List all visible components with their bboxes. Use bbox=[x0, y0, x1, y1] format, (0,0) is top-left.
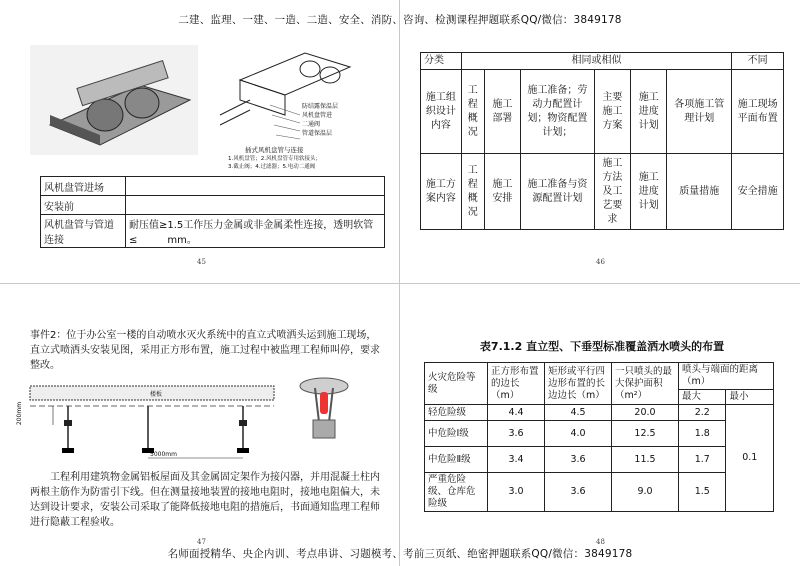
table-cell: 施工准备；劳动力配置计划；物资配置计划； bbox=[521, 70, 595, 154]
sprinkler-head-photo bbox=[295, 372, 353, 444]
p48-table bbox=[424, 362, 774, 512]
table-row bbox=[41, 177, 385, 196]
table-row bbox=[425, 421, 774, 447]
slab-label: 楼板 bbox=[150, 391, 163, 398]
table-cell: 不同 bbox=[732, 53, 784, 70]
table-cell: 最小 bbox=[726, 390, 774, 405]
table-row bbox=[41, 196, 385, 215]
table-cell: 施工安排 bbox=[484, 154, 520, 230]
table-cell: 施工现场平面布置 bbox=[732, 70, 784, 154]
table-cell: 风机盘管进场 bbox=[41, 177, 126, 196]
table-cell: 各项施工管理计划 bbox=[667, 70, 732, 154]
table-row bbox=[41, 215, 385, 248]
table-cell: 20.0 bbox=[612, 405, 679, 421]
sprinkler-head-drawing bbox=[295, 372, 353, 444]
lightning-paragraph: 工程利用建筑物金属铝板屋面及其金属固定架作为接闪器，并用混凝土柱内两根主筋作为防雷引下线。但在测量接地装置的接地电阻时，接地电阻偏大，未达到设计要求，安装公司采取了能降低接地电阻的措施后，书面通知监理工程师进行隐蔽工程验收。 bbox=[30, 472, 380, 528]
table-cell: 分类 bbox=[421, 53, 462, 70]
table-cell: 12.5 bbox=[612, 421, 679, 447]
callout-valve: 二通阀 bbox=[302, 121, 321, 128]
table-cell: 施工进度计划 bbox=[631, 70, 667, 154]
fan-coil-photo bbox=[30, 45, 198, 155]
table-cell: 正方形布置的边长（m） bbox=[488, 363, 545, 405]
table-cell: 轻危险级 bbox=[425, 405, 488, 421]
diagram-caption: 插式风机盘管与连接 bbox=[245, 146, 304, 154]
p46-table bbox=[420, 52, 784, 230]
table-row bbox=[421, 154, 784, 230]
table-cell bbox=[126, 196, 385, 215]
table-cell: 1.5 bbox=[679, 473, 726, 512]
table-cell: 安全措施 bbox=[732, 154, 784, 230]
table-cell bbox=[126, 177, 385, 196]
dim-height-label: 200mm bbox=[16, 401, 24, 426]
table-cell: 严重危险级、仓库危险级 bbox=[425, 473, 488, 512]
callout-insulation: 防结露保温层 bbox=[302, 103, 339, 110]
table-cell: 喷头与端面的距离（m） bbox=[679, 363, 774, 390]
table-cell: 施工组织设计内容 bbox=[421, 70, 462, 154]
table-cell: 中危险Ⅱ级 bbox=[425, 447, 488, 473]
table-cell: 1.7 bbox=[679, 447, 726, 473]
table-cell: 9.0 bbox=[612, 473, 679, 512]
table-cell: 最大 bbox=[679, 390, 726, 405]
table-cell: 0.1 bbox=[726, 405, 774, 512]
table-cell: 4.5 bbox=[545, 405, 612, 421]
p48-table-title: 表7.1.2 直立型、下垂型标准覆盖洒水喷头的布置 bbox=[479, 340, 725, 353]
table-cell: 3.0 bbox=[488, 473, 545, 512]
page-number-46: 46 bbox=[596, 258, 605, 266]
callout-inlet: 风机盘管进 bbox=[302, 112, 333, 119]
fan-coil-photo-drawing bbox=[30, 45, 198, 155]
fan-coil-connection-diagram bbox=[210, 45, 360, 145]
table-cell: 3.4 bbox=[488, 447, 545, 473]
table-row bbox=[425, 363, 774, 390]
table-cell: 3.6 bbox=[545, 473, 612, 512]
p45-table bbox=[40, 176, 385, 248]
table-cell: 质量措施 bbox=[667, 154, 732, 230]
table-row bbox=[421, 70, 784, 154]
page-number-48: 48 bbox=[596, 538, 605, 546]
table-cell: 安装前 bbox=[41, 196, 126, 215]
table-cell: 耐压值≥1.5工作压力金属或非金属柔性连接，透明软管≤ mm。 bbox=[126, 215, 385, 248]
table-row bbox=[425, 447, 774, 473]
table-cell: 矩形或平行四边形布置的长边边长（m） bbox=[545, 363, 612, 405]
page-number-45: 45 bbox=[197, 258, 206, 266]
page-divider-horizontal bbox=[0, 283, 800, 284]
table-cell: 施工准备与资源配置计划 bbox=[521, 154, 595, 230]
table-cell: 施工进度计划 bbox=[631, 154, 667, 230]
page-number-47: 47 bbox=[197, 538, 206, 546]
callout-pipe-insulation: 管道保温层 bbox=[302, 130, 333, 137]
table-cell: 主要施工方案 bbox=[594, 70, 630, 154]
table-cell: 3.6 bbox=[488, 421, 545, 447]
table-cell: 1.8 bbox=[679, 421, 726, 447]
table-cell: 中危险Ⅰ级 bbox=[425, 421, 488, 447]
table-cell: 施工部署 bbox=[484, 70, 520, 154]
event-paragraph: 事件2：位于办公室一楼的自动喷水灭火系统中的直立式喷洒头运到施工现场，直立式喷洒头安装见图，采用正方形布置，施工过程中被监理工程师叫停，要求整改。 bbox=[30, 330, 380, 371]
table-cell: 11.5 bbox=[612, 447, 679, 473]
table-row bbox=[425, 405, 774, 421]
table-cell: 施工方案内容 bbox=[421, 154, 462, 230]
table-cell: 3.6 bbox=[545, 447, 612, 473]
table-cell: 一只喷头的最大保护面积（m²） bbox=[612, 363, 679, 405]
table-cell: 工程概况 bbox=[461, 70, 484, 154]
table-cell: 相同或相似 bbox=[461, 53, 732, 70]
table-cell: 火灾危险等级 bbox=[425, 363, 488, 405]
table-row bbox=[425, 473, 774, 512]
table-cell: 4.0 bbox=[545, 421, 612, 447]
table-row bbox=[421, 53, 784, 70]
header-banner: 二建、监理、一建、一造、二造、安全、消防、咨询、检测课程押题联系QQ/微信：3849178 bbox=[178, 14, 622, 26]
footer-banner: 名师面授精华、央企内训、考点串讲、习题模考、考前三页纸、绝密押题联系QQ/微信：3849178 bbox=[167, 548, 633, 560]
diagram-note-2: 3.截止阀；4.过滤器；5.电动二通阀 bbox=[228, 164, 316, 170]
dim-span-label: 5000mm bbox=[150, 451, 177, 458]
table-cell: 施工方法及工艺要求 bbox=[594, 154, 630, 230]
table-cell: 工程概况 bbox=[461, 154, 484, 230]
table-cell: 2.2 bbox=[679, 405, 726, 421]
table-cell: 风机盘管与管道连接 bbox=[41, 215, 126, 248]
diagram-note-1: 1.风机盘管；2.风机盘管专用软接头； bbox=[228, 156, 321, 162]
table-cell: 4.4 bbox=[488, 405, 545, 421]
